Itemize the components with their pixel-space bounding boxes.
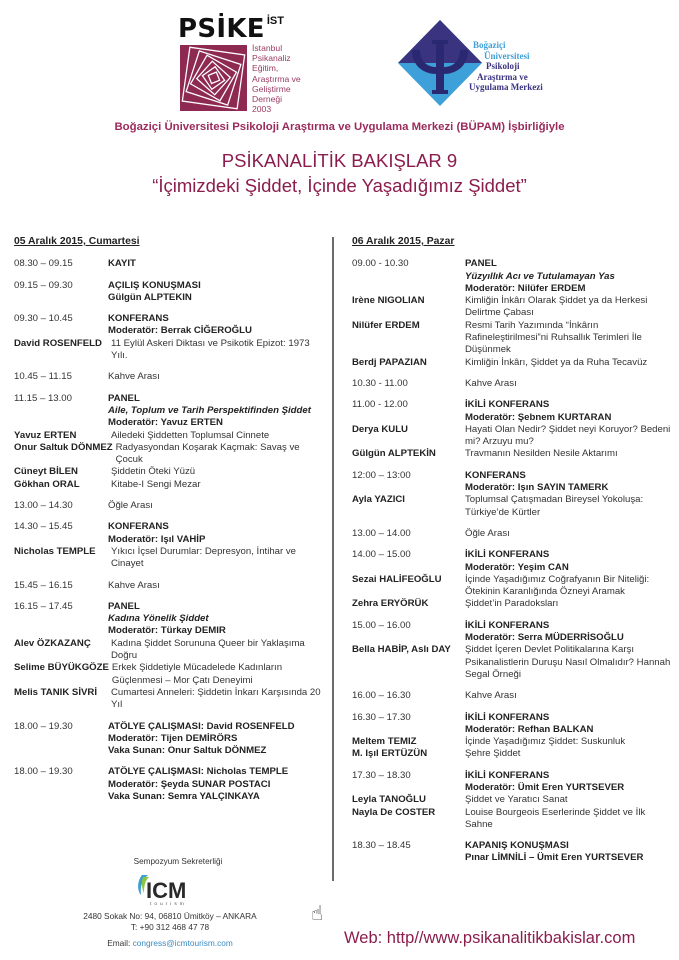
session	[14, 521, 326, 570]
session-moderator: Moderatör: Şeyda SUNAR POSTACI	[108, 778, 271, 790]
session-time: 11.00 - 12.00	[352, 399, 408, 411]
session	[14, 313, 326, 362]
talk-speaker: Nilüfer ERDEM	[352, 319, 420, 331]
email-link[interactable]: congress@icmtourism.com	[132, 938, 233, 948]
session-time: 15.00 – 16.00	[352, 619, 411, 631]
session-moderator: Moderatör: Türkay DEMIR	[108, 625, 226, 637]
talk-title: Kimliğin İnkârı, Şiddet ya da Ruha Tecavüz	[465, 356, 648, 368]
psike-text-line: Araştırma ve	[252, 73, 301, 84]
talk-title: Ailedeki Şiddetten Toplumsal Cinnete	[111, 429, 270, 441]
session-time: 10.45 – 11.15	[14, 371, 72, 383]
session-speaker: Pınar LİMNİLİ – Ümit Eren YURTSEVER	[465, 852, 644, 864]
address-line: 2480 Sokak No: 94, 06810 Ümitköy – ANKARA	[83, 911, 257, 921]
psike-text-line: Psikanaliz	[252, 53, 291, 64]
session-time: 14.30 – 15.45	[14, 521, 73, 533]
talk-speaker: Irène NIGOLIAN	[352, 295, 425, 307]
session-time: 14.00 – 15.00	[352, 549, 411, 561]
session-type: KAYIT	[108, 258, 136, 270]
session-type: Kahve Arası	[465, 690, 517, 702]
session-type: Kahve Arası	[465, 377, 517, 389]
session-moderator: Moderatör: Tijen DEMİRÖRS	[108, 732, 238, 744]
psike-text-line: Derneği	[252, 94, 283, 105]
psike-text-line: Eğitim,	[252, 63, 279, 74]
session-time: 08.30 – 09.15	[14, 258, 73, 270]
session-time: 11.15 – 13.00	[14, 392, 72, 404]
talk-speaker: Alev ÖZKAZANÇ	[14, 637, 91, 649]
secretariat-address	[50, 911, 290, 933]
talk-speaker: Gülgün ALPTEKİN	[352, 448, 436, 460]
talk-title: Şiddet ve Yaratıcı Sanat	[465, 794, 568, 806]
talk-speaker: Nicholas TEMPLE	[14, 545, 96, 557]
session-moderator: Moderatör: Işıl VAHİP	[108, 533, 206, 545]
talk-title: Kimliğin İnkârı Olarak Şiddet ya da Herkesi Delirtme Çabası	[465, 295, 648, 319]
session	[352, 840, 674, 865]
icm-tourism-logo-icon	[134, 871, 204, 903]
session-time: 16.15 – 17.45	[14, 600, 73, 612]
session-type: Öğle Arası	[108, 500, 153, 512]
psike-organization-text	[252, 43, 301, 114]
session-type: Öğle Arası	[465, 527, 510, 539]
session-type: İKİLİ KONFERANS	[465, 399, 550, 411]
session	[352, 690, 674, 702]
session	[14, 580, 326, 592]
day2-title: 06 Aralık 2015, Pazar	[352, 236, 455, 247]
session-type: PANEL	[108, 392, 140, 404]
talk-title: Şiddet’in Paradoksları	[465, 598, 559, 610]
secretariat-label: Sempozyum Sekreterliği	[133, 857, 223, 866]
session-type: ATÖLYE ÇALIŞMASI: David ROSENFELD	[108, 720, 295, 732]
session-time: 17.30 – 18.30	[352, 769, 411, 781]
session-type: KAPANIŞ KONUŞMASI	[465, 840, 569, 852]
session	[352, 712, 674, 761]
event-subtitle: “İçimizdeki Şiddet, İçinde Yaşadığımız Şiddet”	[152, 175, 527, 196]
psike-spiral-logo-icon	[180, 45, 247, 111]
session-theme: Yüzyıllık Acı ve Tutulamayan Yas	[465, 270, 615, 282]
talk-speaker: Sezai HALİFEOĞLU	[352, 573, 442, 585]
session-moderator: Moderatör: Yavuz ERTEN	[108, 417, 223, 429]
session-type: KONFERANS	[465, 469, 526, 481]
session-time: 15.45 – 16.15	[14, 579, 73, 591]
session	[352, 378, 674, 390]
email-label: Email:	[107, 938, 131, 948]
talk-title: İçinde Yaşadığımız Şiddet: Suskunluk	[465, 736, 626, 748]
session-type: İKİLİ KONFERANS	[465, 769, 550, 781]
psike-text-line: 2003	[252, 104, 272, 115]
session-time: 09.15 – 09.30	[14, 279, 73, 291]
talk-title: İçinde Yaşadığımız Coğrafyanın Bir Niteliği: Ötekinin Karanlığında Özneyi Aramak	[465, 573, 650, 598]
day1-title: 05 Aralık 2015, Cumartesi	[14, 236, 140, 247]
session	[14, 258, 326, 270]
phone-line: T: +90 312 468 47 78	[130, 922, 210, 932]
talk-title: Hayati Olan Nedir? Şiddet neyi Koruyor? Bedeni mi? Arzuyu mu?	[465, 423, 671, 448]
talk-title: Şehre Şiddet	[465, 748, 521, 760]
talk-title: Radyasyondan Koşarak Kaçmak: Savaş ve Çocuk	[115, 441, 300, 466]
talk-title: Kadına Şiddet Sorununa Queer bir Yaklaşıma Doğru	[111, 637, 305, 662]
email-line	[50, 938, 290, 949]
session-moderator: Moderatör: Nilüfer ERDEM	[465, 282, 586, 294]
session-moderator: Moderatör: Ümit Eren YURTSEVER	[465, 781, 625, 793]
talk-title: Erkek Şiddetiyle Mücadelede Kadınların Güçlenmesi – Mor Çatı Deneyimi	[111, 662, 283, 686]
session	[352, 770, 674, 831]
talk-speaker: Berdj PAPAZIAN	[352, 356, 427, 368]
session-type: AÇILIŞ KONUŞMASI	[108, 279, 201, 291]
session-type: Kahve Arası	[108, 579, 160, 591]
talk-title: Cumartesi Anneleri: Şiddetin İnkarı Karşısında 20 Yıl	[111, 686, 321, 711]
session	[352, 470, 674, 519]
icm-logo-text: ICM	[146, 878, 187, 903]
talk-speaker: Selime BÜYÜKGÖZE	[14, 662, 109, 674]
talk-speaker: M. Işıl ERTÜZÜN	[352, 748, 428, 760]
bupam-text-line: Üniversitesi	[484, 50, 530, 61]
session	[352, 258, 674, 369]
session-type: ATÖLYE ÇALIŞMASI: Nicholas TEMPLE	[108, 766, 289, 778]
collaboration-line: Boğaziçi Üniversitesi Psikoloji Araştırma ve Uygulama Merkezi (BÜPAM) İşbirliğiyle	[114, 121, 565, 133]
talk-title: Toplumsal Çatışmadan Bireysel Yokoluşa: Türkiye’de Kürtler	[465, 494, 644, 518]
session-case-presenter: Vaka Sunan: Onur Saltuk DÖNMEZ	[108, 745, 267, 757]
session	[352, 620, 674, 681]
session	[352, 549, 674, 610]
session-type: PANEL	[108, 600, 140, 612]
session-type: İKİLİ KONFERANS	[465, 619, 550, 631]
session-time: 10.30 - 11.00	[352, 377, 408, 389]
talk-title: Travmanın Nesilden Nesile Aktarımı	[465, 448, 618, 460]
session-type: KONFERANS	[108, 521, 169, 533]
column-divider	[332, 237, 334, 881]
session-time: 09.00 - 10.30	[352, 258, 409, 270]
talk-speaker: Leyla TANOĞLU	[352, 794, 426, 806]
session-time: 13.00 – 14.00	[352, 527, 411, 539]
icm-logo-subtext: tourism	[150, 902, 187, 907]
session-time: 18.30 – 18.45	[352, 840, 411, 852]
bupam-text-line: Uygulama Merkezi	[469, 82, 543, 93]
session-case-presenter: Vaka Sunan: Semra YALÇINKAYA	[108, 790, 260, 802]
session-speaker: Gülgün ALPTEKIN	[108, 291, 192, 303]
talk-title: 11 Eylül Askeri Diktası ve Psikotik Epizot: 1973 Yılı.	[111, 337, 310, 362]
talk-speaker: Zehra ERYÖRÜK	[352, 598, 429, 610]
psike-logo-header	[178, 14, 284, 44]
talk-title: Şiddetin Öteki Yüzü	[111, 466, 196, 478]
talk-speaker: Derya KULU	[352, 423, 408, 435]
session-type: KONFERANS	[108, 313, 169, 325]
session-theme: Kadına Yönelik Şiddet	[108, 613, 209, 625]
session-moderator: Moderatör: Serra MÜDERRİSOĞLU	[465, 632, 624, 644]
talk-speaker: Bella HABİP, Aslı DAY	[352, 644, 451, 656]
psike-logo-wordmark: PSİKE	[178, 14, 265, 44]
session	[14, 766, 326, 803]
psike-logo-superscript: İST	[266, 15, 284, 27]
talk-speaker: Onur Saltuk DÖNMEZ	[14, 441, 113, 453]
talk-speaker: Nayla De COSTER	[352, 806, 436, 818]
session-type: İKİLİ KONFERANS	[465, 549, 550, 561]
session-type: Kahve Arası	[108, 371, 160, 383]
talk-speaker: Ayla YAZICI	[352, 494, 405, 506]
session-theme: Aile, Toplum ve Tarih Perspektifinden Şiddet	[108, 404, 311, 416]
talk-speaker: Cüneyt BİLEN	[14, 466, 78, 478]
day1-program	[14, 236, 326, 812]
event-title: PSİKANALİTİK BAKIŞLAR 9	[221, 150, 458, 171]
psike-text-line: Geliştirme	[252, 83, 291, 94]
talk-title: Kitabe-I Sengi Mezar	[111, 478, 201, 490]
bupam-organization-text	[469, 40, 543, 93]
talk-speaker: David ROSENFELD	[14, 337, 102, 349]
session-time: 16.00 – 16.30	[352, 690, 411, 702]
session	[14, 721, 326, 758]
session	[14, 601, 326, 712]
session	[352, 399, 674, 460]
bupam-text-line: Boğaziçi	[473, 40, 506, 50]
day2-program	[352, 236, 674, 874]
session-time: 16.30 – 17.30	[352, 711, 411, 723]
session-time: 09.30 – 10.45	[14, 313, 73, 325]
bupam-text-line: Psikoloji	[486, 61, 520, 72]
talk-title: Resmi Tarih Yazımında “İnkârın Rafineleştirilmesi”ni Ruhsallık Terimleri İle Düşünmek	[465, 319, 642, 356]
psike-text-line: İstanbul	[252, 43, 283, 53]
talk-title: Louise Bourgeois Eserlerinde Şiddet ve İlk Sahne	[465, 806, 646, 830]
session-moderator: Moderatör: Yeşim CAN	[465, 561, 569, 573]
talk-speaker: Yavuz ERTEN	[14, 429, 77, 441]
session-time: 18.00 – 19.30	[14, 720, 73, 732]
session-moderator: Moderatör: Refhan BALKAN	[465, 723, 594, 735]
session	[14, 500, 326, 512]
talk-speaker: Gökhan ORAL	[14, 478, 80, 490]
session-type: İKİLİ KONFERANS	[465, 711, 550, 723]
pointing-hand-icon: ☝	[311, 903, 324, 925]
session-moderator: Moderatör: Işın SAYIN TAMERK	[465, 482, 609, 494]
session	[14, 280, 326, 305]
session-type: PANEL	[465, 258, 497, 270]
session-time: 18.00 – 19.30	[14, 766, 73, 778]
session	[14, 393, 326, 491]
session	[14, 371, 326, 383]
website-link[interactable]: Web: http//www.psikanalitikbakislar.com	[344, 929, 636, 947]
talk-speaker: Meltem TEMIZ	[352, 736, 417, 748]
session-moderator: Moderatör: Şebnem KURTARAN	[465, 411, 612, 423]
talk-speaker: Melis TANIK SİVRİ	[14, 686, 97, 698]
bupam-text-line: Araştırma ve	[477, 71, 528, 82]
talk-title: Yıkıcı İçsel Durumlar: Depresyon, İntihar ve Cinayet	[111, 545, 297, 570]
session-moderator: Moderatör: Berrak CİĞEROĞLU	[108, 325, 252, 337]
talk-title: Şiddet İçeren Devlet Politikalarına Karşı Psikanalistlerin Duruşu Nasıl Olmalıdır? Hannah Segal Örneği	[465, 644, 671, 680]
session-time: 13.00 – 14.30	[14, 500, 73, 512]
session	[352, 528, 674, 540]
session-time: 12:00 – 13:00	[352, 469, 411, 481]
